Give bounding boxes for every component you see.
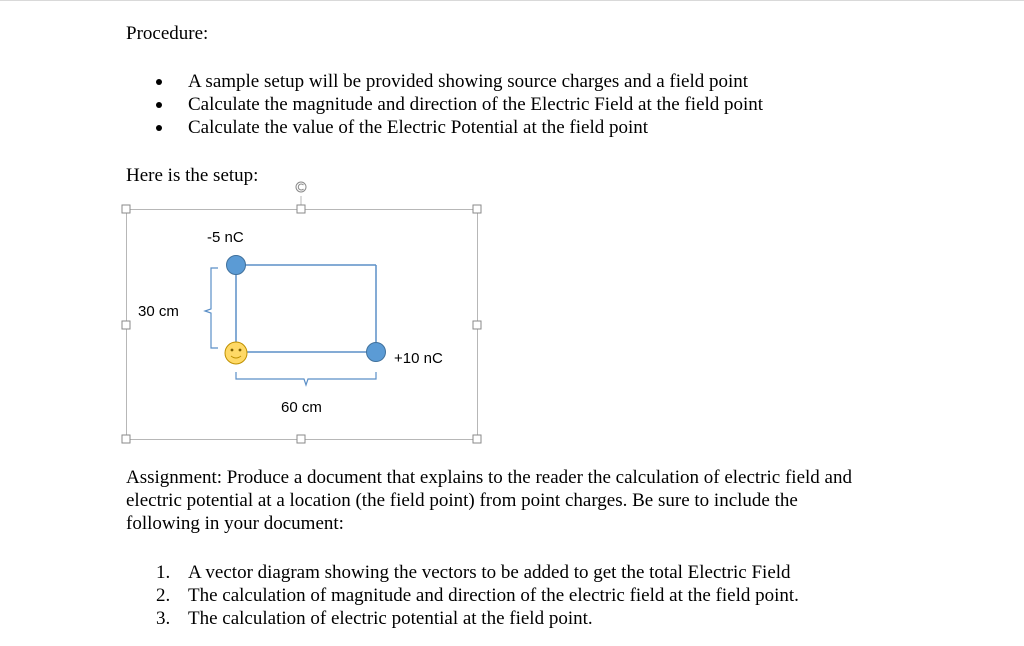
assignment-line: electric potential at a location (the field point) from point charges. Be sure to include the [126, 490, 798, 511]
horizontal-distance-label: 60 cm [281, 399, 322, 416]
resize-handle-right[interactable] [473, 321, 481, 329]
negative-charge [227, 256, 246, 275]
list-item [156, 607, 799, 630]
resize-handle-bottom-left[interactable] [122, 435, 130, 443]
list-number: 2. [156, 585, 171, 606]
procedure-heading: Procedure: [126, 23, 209, 44]
assignment-line: Assignment: Produce a document that explains to the reader the calculation of electric field and [126, 467, 852, 488]
list-item-text: The calculation of magnitude and direction of the electric field at the field point. [188, 585, 799, 606]
procedure-item-text: Calculate the magnitude and direction of the Electric Field at the field point [188, 94, 764, 115]
assignment-paragraph [126, 466, 926, 535]
field-point-smiley-icon [225, 342, 247, 364]
resize-handle-top-right[interactable] [473, 205, 481, 213]
vertical-brace [205, 268, 218, 348]
charge-top-label: -5 nC [207, 229, 244, 246]
list-item [156, 561, 799, 584]
procedure-item-text: A sample setup will be provided showing source charges and a field point [188, 71, 749, 92]
resize-handle-top[interactable] [297, 205, 305, 213]
list-number: 3. [156, 608, 171, 629]
assignment-line: following in your document: [126, 513, 344, 534]
list-item-text: The calculation of electric potential at the field point. [188, 608, 593, 629]
list-item-text: A vector diagram showing the vectors to be added to get the total Electric Field [188, 562, 791, 583]
assignment-list [156, 561, 799, 630]
setup-heading: Here is the setup: [126, 165, 259, 186]
resize-handle-top-left[interactable] [122, 205, 130, 213]
charge-right-label: +10 nC [394, 350, 443, 367]
procedure-item-text: Calculate the value of the Electric Potential at the field point [188, 117, 649, 138]
resize-handle-left[interactable] [122, 321, 130, 329]
rotate-handle-icon[interactable] [296, 182, 306, 192]
positive-charge [367, 343, 386, 362]
list-number: 1. [156, 562, 171, 583]
vertical-distance-label: 30 cm [138, 303, 179, 320]
resize-handle-bottom-right[interactable] [473, 435, 481, 443]
list-item [156, 584, 799, 607]
resize-handle-bottom[interactable] [297, 435, 305, 443]
horizontal-brace [236, 372, 376, 385]
